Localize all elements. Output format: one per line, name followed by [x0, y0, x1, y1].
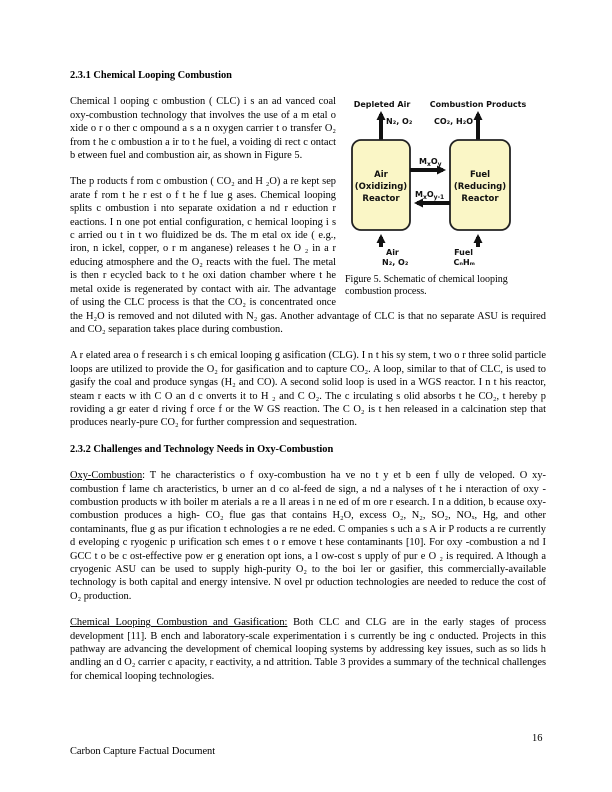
- section-231-body: [70, 95, 546, 429]
- air-reactor-line1: Air: [374, 170, 388, 181]
- air-reactor-line2: (Oxidizing): [354, 182, 408, 193]
- air-reactor-line3: Reactor: [362, 194, 400, 205]
- fuel-inlet-formula: CₙHₘ: [453, 258, 475, 268]
- clc-clg-text: Both CLC and CLG are in the early stages of process development [11]. B ench and laboratory-scale experimentation i s currently be ing c onducted. Projects in this pathway are advancing the development of chemical looping systems by addressing key issues, such as so lids h andling an d O₂ carrier c apacity, r eactivity, a nd attrition. Table 3 provides a summary of the technical challenges for chemical looping technologies.: [70, 617, 546, 682]
- mxoy-label: $M_xO_y$: [419, 157, 442, 169]
- paragraph-clg: A r elated area o f research i s ch emical looping g asification (CLG). I n t his sy stem, t wo o r three solid particle loops are utilized to provide the O₂ for gasification and to capture CO₂. A loop, similar to that of CLC, is used to gasify the coal and produce syngas (H₂ and CO). A second solid loop is used in a WGS reactor. I n t his reactor, steam r eacts w ith C O an d c onverts it to H ₂ and C O₂. The c irculating s olid absorbs t he CO₂, t hereby p roviding a gr eater d riving f orce f or the W GS reaction. The C O₂ is t hen released in a calcination step that produces nearly-pure CO₂ for further compression and sequestration.: [70, 350, 546, 429]
- combustion-products-label: Combustion Products: [429, 100, 527, 110]
- page-content: [70, 69, 546, 683]
- fuel-reactor-line2: (Reducing): [453, 182, 507, 193]
- fuel-reactor-line1: Fuel: [469, 170, 491, 181]
- depleted-air-formula: N₂, O₂: [386, 117, 413, 127]
- paragraph-clc-intro: Chemical l ooping c ombustion ( CLC) i s an ad vanced coal oxy-combustion technology that involves the use of a m etal o xide o r o ther c ompound a s a n oxygen carrier t o transfer O₂ from t he c ombustion a ir to t he fuel, a voiding di rect c ontact b etween fuel and combustion air, as shown in Figure 5.: [70, 96, 336, 162]
- air-inlet-label: Air: [386, 248, 399, 258]
- figure-caption: Figure 5. Schematic of chemical looping combustion process.: [345, 274, 508, 298]
- paragraph-oxy-combustion: [70, 469, 546, 603]
- paragraph-clc-products: The p roducts f rom c ombustion ( CO₂ and H ₂O) a re kept sep arate f rom t he r est o f t he f lue g ases. Chemical looping splits c ombustion i nto separate oxidation a nd r eduction r eactions. I n one pot ential configuration, c hemical looping i s c arried ou t in t wo fluidized be ds. The m etal ox ide ( e.g., iron, n ickel, copper, o r m anganese) releases t he O ₂ in a r educing atmosphere and the O₂ reacts with the fuel. The metal is then r ecycled back to t he oxi dation chamber where t he metal oxide is regenerated by contact with air. The advantage of using the CLC process is that the CO₂ is concentrated once the H₂O is removed and not diluted with N₂ gas. Another advantage of CLC is that no separate ASU is required and CO₂ separation takes place during combustion.: [70, 176, 546, 335]
- depleted-air-label: Depleted Air: [353, 100, 411, 110]
- clc-clg-lead: Chemical Looping Combustion and Gasification:: [70, 617, 288, 629]
- section-heading-231: 2.3.1 Chemical Looping Combustion: [70, 70, 232, 81]
- paragraph-clc-clg-status: [70, 616, 546, 683]
- mxoy-1-label: $M_xO_{y-1}$: [415, 190, 445, 202]
- air-inlet-formula: N₂, O₂: [382, 258, 409, 268]
- oxy-combustion-lead: Oxy-Combustion: [70, 470, 143, 482]
- figure-5: [342, 97, 546, 298]
- oxy-combustion-text: T he characteristics o f oxy-combustion ha ve no t y et b een f ully de veloped. O xy-combustion f lame ch aracteristics, b urner an d co al-feed de sign, a nd a nalyses of t he i nteraction of oxy -combustion products w ith boiler m aterials a re a ll areas i n ne ed of m ore r esearch. I n a ddition, b ecause oxy-combustion produces a high- CO₂ flue gas that contains H₂O, excess O₂, N₂, SO₂, NOₓ, Hg, and other contaminants, flue g as pur ification t echnologies a re ne eded. C ompanies s uch a s A ir P roducts a re currently d eveloping c ryogenic p urification sch emes t o r emove t hese contaminants [10]. For oxy -combustion a nd I GCC t o be c ost-effective pow er g eneration opt ions, a l ow-cost s upply of pur e O ₂ is required. A lthough a cryogenic ASU can be used to supply high-purity O₂ to the boi ler or gasifier, this commercially-available technology is both capital and energy intensive. N ovel pr oduction technologies are needed to reduce the cost of O₂ production.: [70, 470, 546, 602]
- fuel-inlet-label: Fuel: [454, 248, 473, 258]
- page-number: 16: [532, 733, 543, 744]
- oxy-combustion-colon: :: [142, 470, 146, 482]
- combustion-products-formula: CO₂, H₂O: [434, 117, 473, 127]
- section-heading-232: 2.3.2 Challenges and Technology Needs in Oxy-Combustion: [70, 443, 334, 455]
- footer-document-title: Carbon Capture Factual Document: [70, 746, 216, 757]
- clc-schematic-diagram: [342, 97, 546, 269]
- fuel-reactor-line3: Reactor: [461, 194, 499, 205]
